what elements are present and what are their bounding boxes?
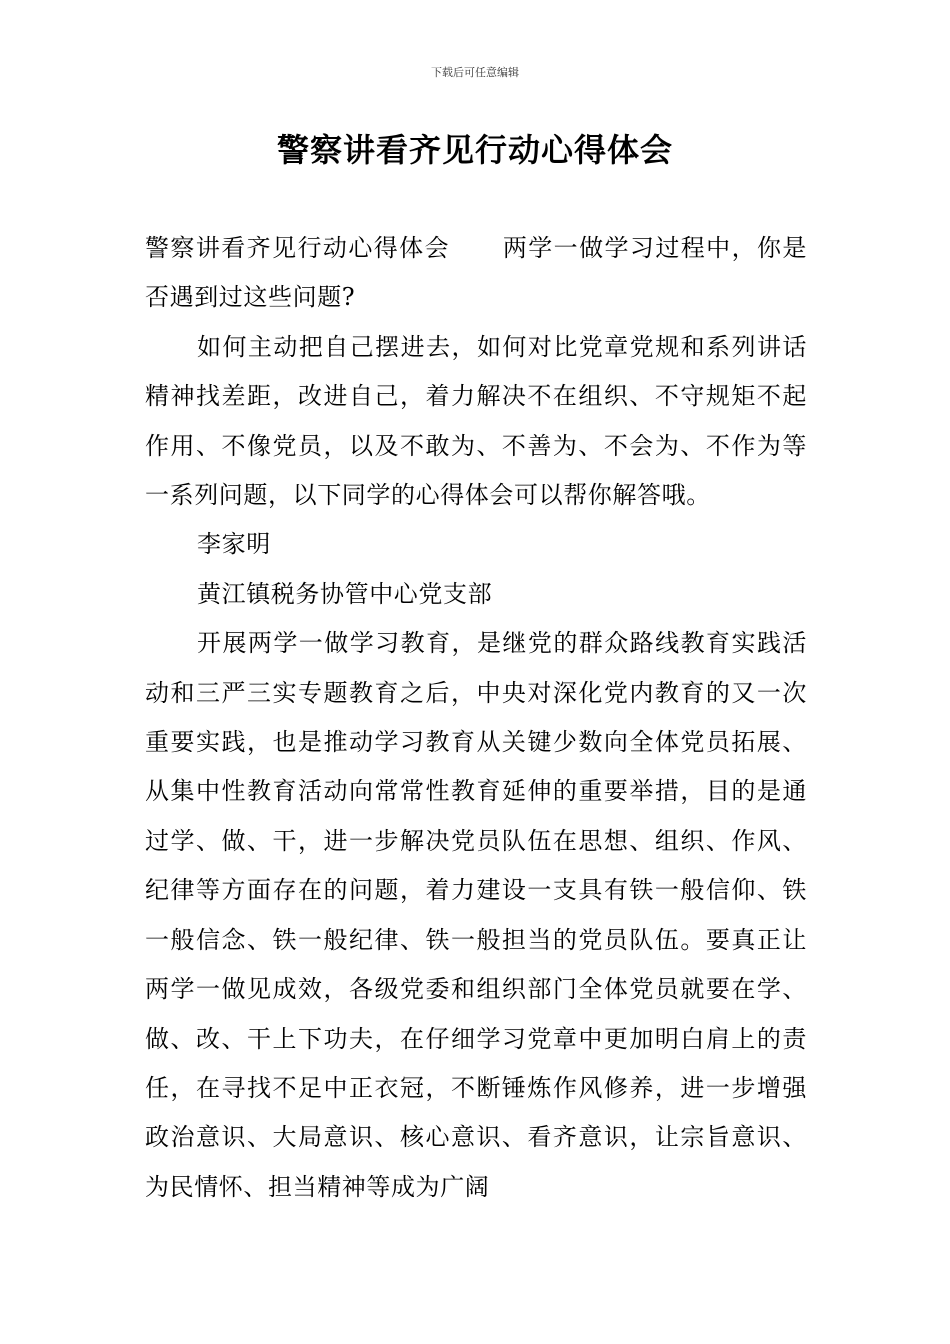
intro-question-text: 两学一做学习过程中，你是否遇到过这些问题?	[145, 234, 807, 312]
document-title: 警察讲看齐见行动心得体会	[276, 131, 673, 169]
header-note: 下载后可任意编辑	[431, 66, 519, 79]
paragraph-questions: 如何主动把自己摆进去，如何对比党章党规和系列讲话精神找差距，改进自己，着力解决不在组织、不守规矩不起作用、不像党员，以及不敢为、不善为、不会为、不作为等一系列问题，以下同学的心得体会可以帮你解答哦。	[145, 332, 807, 510]
document-body	[145, 224, 807, 1212]
intro-paragraph	[145, 224, 807, 323]
intro-title-text: 警察讲看齐见行动心得体会	[145, 234, 450, 262]
author-organization: 黄江镇税务协管中心党支部	[197, 579, 493, 608]
author-name: 李家明	[197, 530, 271, 559]
paragraph-main: 开展两学一做学习教育，是继党的群众路线教育实践活动和三严三实专题教育之后，中央对深化党内教育的又一次重要实践，也是推动学习教育从关键少数向全体党员拓展、从集中性教育活动向常常性教育延伸的重要举措，目的是通过学、做、干，进一步解决党员队伍在思想、组织、作风、纪律等方面存在的问题，着力建设一支具有铁一般信仰、铁一般信念、铁一般纪律、铁一般担当的党员队伍。要真正让两学一做见成效，各级党委和组织部门全体党员就要在学、做、改、干上下功夫，在仔细学习党章中更加明白肩上的责任，在寻找不足中正衣冠，不断锤炼作风修养，进一步增强政治意识、大局意识、核心意识、看齐意识，让宗旨意识、为民情怀、担当精神等成为广阔	[145, 629, 807, 1201]
